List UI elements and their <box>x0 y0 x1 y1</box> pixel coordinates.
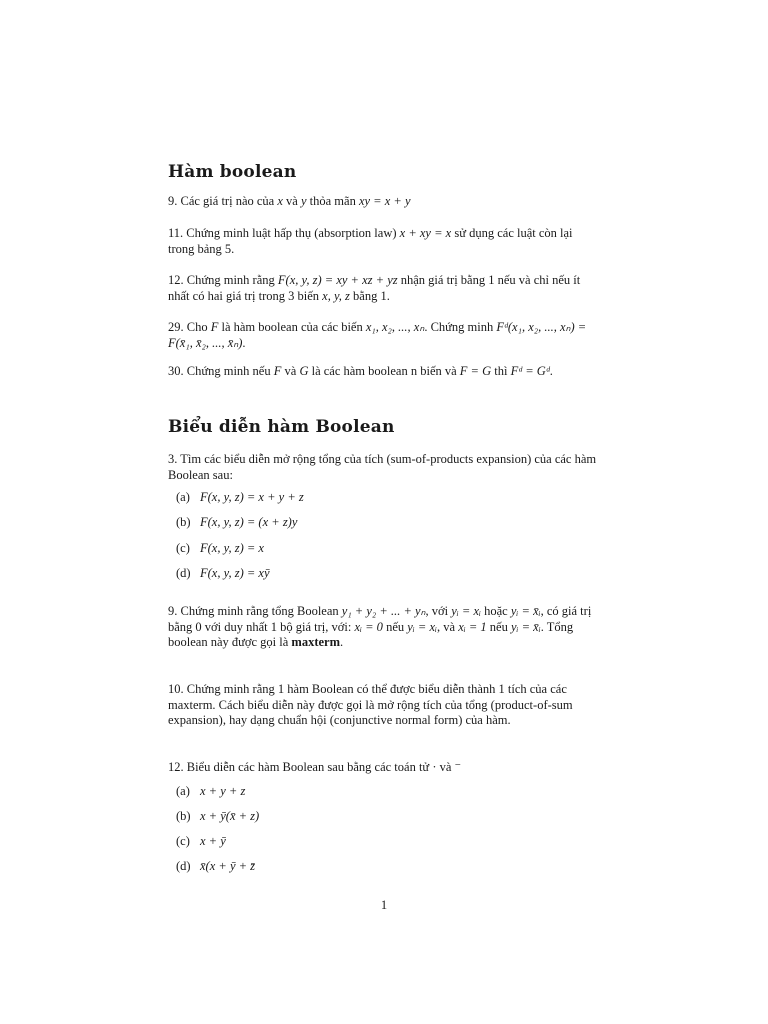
exercise-12-item-c: (c) x + ȳ <box>176 834 226 848</box>
exercise-10: 10. Chứng minh rằng 1 hàm Boolean có thể được biểu diễn thành 1 tích của các maxterm. Cách biểu diễn này được gọi là mở rộng tích của tổng (product-of-sum expansion), hay dạng chuẩn hội (conjunctive normal form) của hàm. <box>168 682 573 727</box>
maxterm-term: maxterm <box>291 635 341 649</box>
exercise-3-item-a: (a) F(x, y, z) = x + y + z <box>176 490 304 504</box>
exercise-12: 12. Chứng minh rằng F(x, y, z) = xy + xz + yz nhận giá trị bằng 1 nếu và chỉ nếu ít nhất có hai giá trị trong 3 biến x, y, z bằng 1. <box>168 273 581 303</box>
exercise-12-item-a: (a) x + y + z <box>176 784 246 798</box>
exercise-12-operators: 12. Biểu diễn các hàm Boolean sau bằng các toán tử · và ⁻ <box>168 760 462 774</box>
exercise-12-item-d: (d) x̄(x + ȳ + z̄ <box>176 859 256 873</box>
exercise-3-item-d: (d) F(x, y, z) = xȳ <box>176 566 270 580</box>
exercise-30: 30. Chứng minh nếu F và G là các hàm boolean n biến và F = G thì Fᵈ = Gᵈ. <box>168 364 553 378</box>
section-heading-boolean-representation: Biểu diễn hàm Boolean <box>168 417 395 437</box>
section-heading-boolean-functions: Hàm boolean <box>168 162 297 182</box>
exercise-11: 11. Chứng minh luật hấp thụ (absorption law) x + xy = x sử dụng các luật còn lại trong bảng 5. <box>168 226 573 256</box>
exercise-9-maxterm: 9. Chứng minh rằng tổng Boolean y₁ + y₂ + ... + yₙ, với yᵢ = xᵢ hoặc yᵢ = x̄ᵢ, có giá trị bằng 0 với duy nhất 1 bộ giá trị, với: xᵢ = 0 nếu yᵢ = xᵢ, và xᵢ = 1 nếu yᵢ = x̄ᵢ. Tổng boolean này được gọi là maxterm. <box>168 604 592 649</box>
exercise-9: 9. Các giá trị nào của x và y thỏa mãn xy = x + y <box>168 194 411 208</box>
exercise-3-item-b: (b) F(x, y, z) = (x + z)y <box>176 515 298 529</box>
exercise-3-item-c: (c) F(x, y, z) = x <box>176 541 264 555</box>
exercise-12-item-b: (b) x + ȳ(x̄ + z) <box>176 809 260 823</box>
page-number: 1 <box>380 898 388 912</box>
exercise-29: 29. Cho F là hàm boolean của các biến x₁, x₂, ..., xₙ. Chứng minh Fᵈ(x₁, x₂, ..., xₙ) = F(x̄₁, x̄₂, ..., x̄ₙ). <box>168 320 587 350</box>
exercise-3: 3. Tìm các biểu diễn mở rộng tổng của tích (sum-of-products expansion) của các hàm Boolean sau: <box>168 452 597 482</box>
